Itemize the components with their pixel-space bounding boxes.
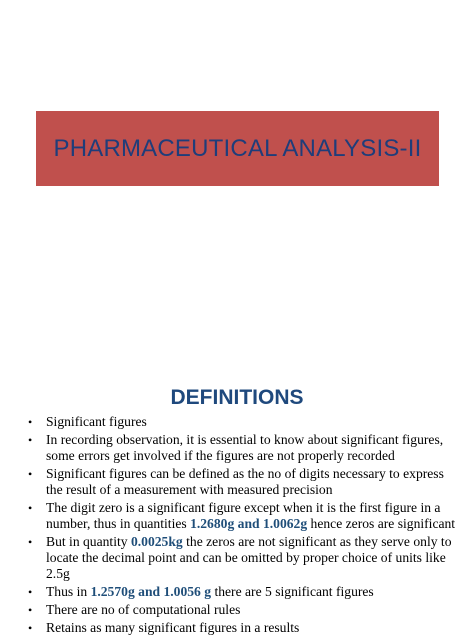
- bullet-icon: •: [28, 585, 33, 599]
- list-item-text: there are 5 significant figures: [211, 584, 374, 599]
- slide-title: PHARMACEUTICAL ANALYSIS-II: [53, 134, 422, 162]
- highlighted-quantity: 0.0025kg: [130, 534, 183, 549]
- list-item-text: the zeros are not significant as they serve only to locate the decimal point and can be omitted by proper choice of units like 2.5g: [46, 534, 452, 581]
- list-item-text: The digit zero is a significant figure except when it is the first figure in a number, thus in quantities: [46, 500, 441, 531]
- list-item: [28, 500, 458, 532]
- list-item: [28, 620, 458, 636]
- list-item-text: Thus in: [46, 584, 91, 599]
- list-item-text: Significant figures: [46, 414, 147, 429]
- bullet-icon: •: [28, 433, 33, 447]
- bullet-icon: •: [28, 467, 33, 481]
- list-item: [28, 466, 458, 498]
- bullet-icon: •: [28, 415, 33, 429]
- bullet-icon: •: [28, 535, 33, 549]
- list-item: [28, 534, 458, 582]
- list-item: [28, 584, 458, 600]
- definitions-heading: DEFINITIONS: [170, 386, 304, 409]
- highlighted-quantity: 1.2570g and 1.0056 g: [90, 584, 212, 599]
- definitions-list: [28, 414, 458, 638]
- list-item-text: In recording observation, it is essential to know about significant figures, some errors get involved if the figures are not properly recorded: [46, 432, 444, 463]
- list-item-text: Retains as many significant figures in a results: [46, 620, 300, 635]
- title-banner: [36, 111, 439, 186]
- list-item-text: But in quantity: [46, 534, 131, 549]
- highlighted-quantity: 1.2680g and 1.0062g: [190, 516, 308, 531]
- list-item: [28, 602, 458, 618]
- bullet-icon: •: [28, 501, 33, 515]
- bullet-icon: •: [28, 603, 33, 617]
- list-item-text: Significant figures can be defined as the no of digits necessary to express the result of a measurement with measured precision: [46, 466, 444, 497]
- list-item-text: hence zeros are significant: [307, 516, 456, 531]
- bullet-icon: •: [28, 621, 33, 635]
- list-item-text: There are no of computational rules: [46, 602, 241, 617]
- list-item: [28, 414, 458, 430]
- list-item: [28, 432, 458, 464]
